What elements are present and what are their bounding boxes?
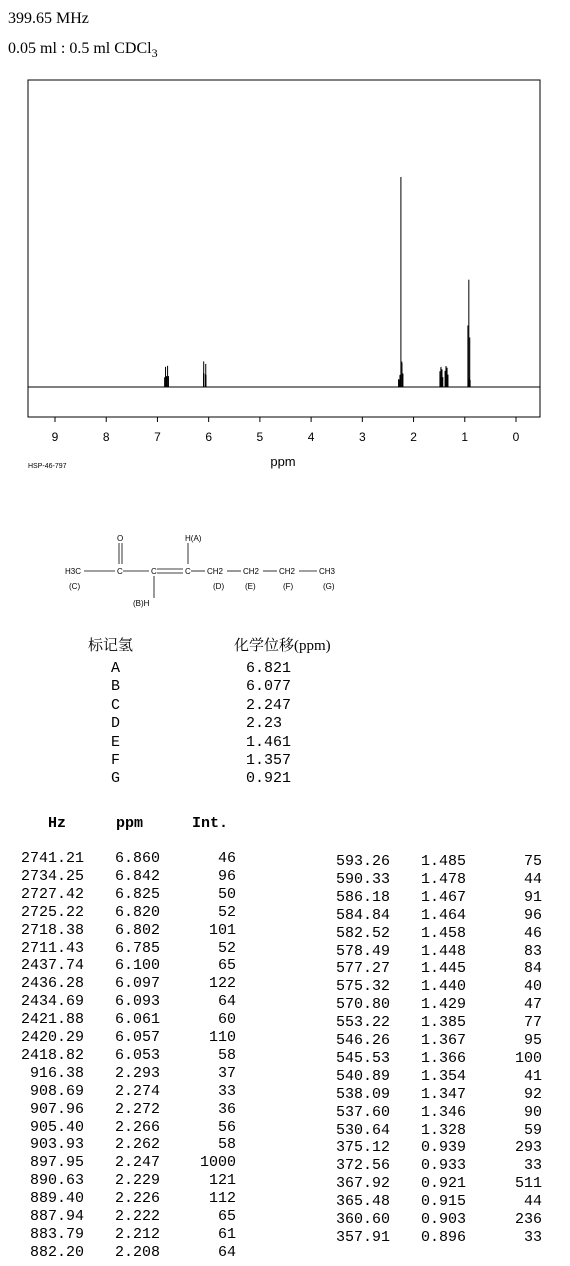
peak-ppm: 6.825 (114, 885, 160, 903)
peak-int: 46 (523, 924, 542, 942)
peak-hz: 882.20 (29, 1243, 84, 1261)
peak-table-row (12, 1226, 236, 1243)
peak-table-row (12, 886, 236, 903)
peak-hz: 2434.69 (20, 993, 84, 1011)
peak-int: 65 (217, 957, 236, 975)
peak-ppm: 6.100 (114, 957, 160, 975)
peak-hz: 2718.38 (20, 921, 84, 939)
peak-ppm: 6.097 (114, 975, 160, 993)
peak-table-row (318, 1122, 542, 1139)
peak-ppm: 1.445 (420, 960, 466, 978)
peak-int: 33 (523, 1157, 542, 1175)
peak-ppm: 2.274 (114, 1082, 160, 1100)
peak-table-row (12, 1172, 236, 1189)
peak-int: 83 (523, 942, 542, 960)
peak-ppm: 0.903 (420, 1211, 466, 1228)
peak-col-int: Int. (192, 815, 229, 832)
peak-table-row (12, 1083, 236, 1100)
peak-ppm: 6.785 (114, 939, 160, 957)
peak-ppm: 0.939 (420, 1139, 466, 1157)
peak-int: 100 (514, 1049, 542, 1067)
peak-hz: 578.49 (335, 942, 390, 960)
x-tick-label-8: 8 (102, 430, 110, 444)
peak-hz: 2418.82 (20, 1046, 84, 1064)
peak-int: 60 (217, 1011, 236, 1029)
peak-col-ppm: ppm (116, 815, 144, 832)
peak-ppm: 6.802 (114, 921, 160, 939)
peak-int: 36 (217, 1100, 236, 1118)
atom-c3: C (185, 567, 191, 576)
peak-table-row (318, 1068, 542, 1085)
peak-int: 50 (217, 885, 236, 903)
peak-int: 46 (217, 850, 236, 867)
peak-int: 90 (523, 1103, 542, 1121)
peak-table-row (318, 907, 542, 924)
peak-table-row (12, 1119, 236, 1136)
peak-ppm: 6.093 (114, 993, 160, 1011)
peak-table-row (12, 1029, 236, 1046)
peak-table-row (318, 1086, 542, 1103)
sample-description: 0.05 ml : 0.5 ml CDCl$_3$ (8, 40, 158, 61)
peak-int: 56 (217, 1118, 236, 1136)
peak-hz: 540.89 (335, 1067, 390, 1085)
peak-hz: 570.80 (335, 996, 390, 1014)
atom-c1: C (117, 567, 123, 576)
peak-ppm: 1.448 (420, 942, 466, 960)
peak-table-row (318, 943, 542, 960)
peak-ppm: 1.478 (420, 870, 466, 888)
peak-table-row (318, 1157, 542, 1174)
peak-int: 84 (523, 960, 542, 978)
peak-int: 52 (217, 939, 236, 957)
assignment-label-F: F (111, 752, 121, 769)
peak-ppm: 6.053 (114, 1046, 160, 1064)
peak-hz: 916.38 (29, 1064, 84, 1082)
spectrometer-frequency: 399.65 MHz (8, 10, 89, 27)
peak-hz: 883.79 (29, 1225, 84, 1243)
nmr-spectrum-chart (0, 70, 570, 480)
peak-ppm: 2.272 (114, 1100, 160, 1118)
x-tick-label-1: 1 (461, 430, 469, 444)
peak-int: 101 (208, 921, 236, 939)
peak-hz: 590.33 (335, 870, 390, 888)
peak-int: 1000 (199, 1154, 236, 1172)
peak-int: 40 (523, 978, 542, 996)
atom-ch3-g: CH3 (319, 567, 336, 576)
peak-ppm: 0.921 (420, 1175, 466, 1193)
peak-int: 110 (208, 1029, 236, 1046)
peak-hz: 889.40 (29, 1190, 84, 1208)
x-tick-label-0: 0 (512, 430, 520, 444)
peak-int: 511 (514, 1175, 542, 1193)
peak-table-row (318, 1032, 542, 1049)
assignment-header-label: 标记氢 (88, 638, 134, 654)
peak-ppm: 6.061 (114, 1011, 160, 1029)
atom-c2: C (151, 567, 157, 576)
pos-label-d: (D) (213, 582, 225, 591)
peak-table-row (318, 1014, 542, 1031)
peak-int: 236 (514, 1211, 542, 1228)
assignment-label-A: A (111, 660, 121, 677)
molecular-structure (55, 530, 355, 615)
peak-ppm: 2.247 (114, 1154, 160, 1172)
peak-table-row (12, 922, 236, 939)
peak-ppm: 6.057 (114, 1029, 160, 1046)
peak-int: 52 (217, 903, 236, 921)
assignment-label-C: C (111, 696, 121, 714)
peak-hz: 2725.22 (20, 903, 84, 921)
peak-table-row (318, 1050, 542, 1067)
peak-int: 33 (217, 1082, 236, 1100)
spectrum-code: HSP-46-797 (28, 463, 67, 470)
peak-ppm: 1.467 (420, 888, 466, 906)
peak-table-row (318, 960, 542, 977)
peak-int: 33 (523, 1228, 542, 1246)
peak-ppm: 0.896 (420, 1228, 466, 1246)
peak-table-row (12, 940, 236, 957)
x-axis-label: ppm (270, 454, 296, 469)
peak-ppm: 2.226 (114, 1190, 160, 1208)
x-tick-label-6: 6 (205, 430, 213, 444)
peak-table-row (12, 957, 236, 974)
peak-ppm: 2.229 (114, 1172, 160, 1190)
peak-table-row (12, 975, 236, 992)
pos-label-f: (F) (283, 582, 294, 591)
peak-hz: 2741.21 (20, 850, 84, 867)
assignment-label-B: B (111, 678, 121, 696)
peak-int: 61 (217, 1225, 236, 1243)
peak-hz: 357.91 (335, 1228, 390, 1246)
peak-int: 64 (217, 993, 236, 1011)
assignment-shift-E: 1.461 (246, 733, 292, 751)
x-tick-label-3: 3 (358, 430, 366, 444)
h-b-label: (B)H (133, 599, 150, 608)
peak-hz: 897.95 (29, 1154, 84, 1172)
peak-hz: 2420.29 (20, 1029, 84, 1046)
peak-table-row (12, 1190, 236, 1207)
peak-int: 41 (523, 1067, 542, 1085)
peak-table-row (318, 1193, 542, 1210)
peak-table-row (12, 1101, 236, 1118)
peak-ppm: 2.222 (114, 1208, 160, 1225)
peak-int: 58 (217, 1046, 236, 1064)
assignment-shift-A: 6.821 (246, 660, 292, 677)
assignment-shift-C: 2.247 (246, 696, 292, 714)
h-a-label: H(A) (185, 534, 202, 543)
peak-hz: 887.94 (29, 1208, 84, 1225)
peak-int: 95 (523, 1032, 542, 1049)
peak-ppm: 2.212 (114, 1225, 160, 1243)
x-tick-label-7: 7 (154, 430, 161, 444)
assignment-shift-D: 2.23 (246, 715, 283, 733)
peak-hz: 375.12 (335, 1139, 390, 1157)
peak-hz: 545.53 (335, 1049, 390, 1067)
peak-table-row (12, 1244, 236, 1261)
peak-hz: 907.96 (29, 1100, 84, 1118)
peak-int: 293 (514, 1139, 542, 1157)
atom-ch2-f: CH2 (279, 567, 296, 576)
peak-ppm: 6.820 (114, 903, 160, 921)
peak-col-hz: Hz (48, 815, 67, 832)
peak-table-row (318, 1104, 542, 1121)
peak-int: 77 (523, 1014, 542, 1032)
peak-hz: 584.84 (335, 906, 390, 924)
atom-h3c: H3C (65, 567, 82, 576)
peak-hz: 365.48 (335, 1193, 390, 1211)
x-tick-label-4: 4 (307, 430, 315, 444)
peak-hz: 890.63 (29, 1172, 84, 1190)
peak-table-row (318, 978, 542, 995)
peak-hz: 538.09 (335, 1085, 390, 1103)
peak-int: 96 (217, 867, 236, 885)
peak-hz: 367.92 (335, 1175, 390, 1193)
peak-table-row (12, 1011, 236, 1028)
peak-int: 64 (217, 1243, 236, 1261)
peak-ppm: 1.347 (420, 1085, 466, 1103)
peak-int: 47 (523, 996, 542, 1014)
peak-hz: 582.52 (335, 924, 390, 942)
peak-table-row (12, 993, 236, 1010)
peak-hz: 372.56 (335, 1157, 390, 1175)
peak-int: 121 (208, 1172, 236, 1190)
peak-int: 96 (523, 906, 542, 924)
peak-table-row (318, 1211, 542, 1228)
peak-ppm: 1.354 (420, 1067, 466, 1085)
peak-hz: 903.93 (29, 1136, 84, 1154)
peak-table-row (12, 850, 236, 867)
peak-table-row (12, 1065, 236, 1082)
peak-hz: 586.18 (335, 888, 390, 906)
atom-ch2-e: CH2 (243, 567, 260, 576)
peak-table-row (12, 1154, 236, 1171)
peak-table-row (318, 889, 542, 906)
peak-hz: 2421.88 (20, 1011, 84, 1029)
peak-int: 75 (523, 853, 542, 870)
atom-ch2-d: CH2 (207, 567, 224, 576)
peak-table-row (12, 1047, 236, 1064)
peak-ppm: 1.328 (420, 1121, 466, 1139)
peak-int: 92 (523, 1085, 542, 1103)
peak-ppm: 2.293 (114, 1064, 160, 1082)
peak-table-row (318, 853, 542, 870)
x-tick-label-9: 9 (51, 430, 59, 444)
peak-int: 44 (523, 870, 542, 888)
pos-label-g: (G) (323, 582, 335, 591)
peak-ppm: 1.440 (420, 978, 466, 996)
peak-hz: 2727.42 (20, 885, 84, 903)
peak-table-row (12, 904, 236, 921)
peak-hz: 360.60 (335, 1211, 390, 1228)
assignment-shift-B: 6.077 (246, 678, 292, 696)
peak-int: 91 (523, 888, 542, 906)
peak-int: 58 (217, 1136, 236, 1154)
peak-table-row (318, 1229, 542, 1246)
peak-ppm: 2.262 (114, 1136, 160, 1154)
peak-hz: 2711.43 (20, 939, 84, 957)
assignment-shift-G: 0.921 (246, 770, 292, 788)
peak-ppm: 2.266 (114, 1118, 160, 1136)
pos-label-e: (E) (245, 582, 256, 591)
peak-ppm: 1.429 (420, 996, 466, 1014)
peak-hz: 553.22 (335, 1014, 390, 1032)
peak-table-row (12, 868, 236, 885)
peak-ppm: 1.385 (420, 1014, 466, 1032)
peak-hz: 905.40 (29, 1118, 84, 1136)
peak-table-row (12, 1136, 236, 1153)
peak-ppm: 1.458 (420, 924, 466, 942)
peak-ppm: 1.366 (420, 1049, 466, 1067)
assignment-header-shift: 化学位移(ppm) (234, 638, 331, 654)
assignment-shift-F: 1.357 (246, 752, 292, 769)
plot-frame (28, 80, 540, 417)
peak-ppm: 6.860 (114, 850, 160, 867)
peak-ppm: 1.464 (420, 906, 466, 924)
peak-int: 44 (523, 1193, 542, 1211)
peak-ppm: 1.346 (420, 1103, 466, 1121)
peak-hz: 2734.25 (20, 867, 84, 885)
oxygen-label: O (117, 534, 124, 543)
peak-table-row (318, 1139, 542, 1156)
peak-hz: 2436.28 (20, 975, 84, 993)
peak-int: 122 (208, 975, 236, 993)
peak-int: 59 (523, 1121, 542, 1139)
peak-hz: 577.27 (335, 960, 390, 978)
peak-hz: 575.32 (335, 978, 390, 996)
peak-ppm: 0.915 (420, 1193, 466, 1211)
peak-hz: 546.26 (335, 1032, 390, 1049)
peak-hz: 908.69 (29, 1082, 84, 1100)
peak-hz: 537.60 (335, 1103, 390, 1121)
peak-table-row (318, 871, 542, 888)
peak-table-row (318, 996, 542, 1013)
peak-ppm: 1.367 (420, 1032, 466, 1049)
peak-ppm: 1.485 (420, 853, 466, 870)
x-tick-label-2: 2 (410, 430, 417, 444)
peak-table-row (318, 1175, 542, 1192)
pos-label-c: (C) (69, 582, 81, 591)
peak-ppm: 6.842 (114, 867, 160, 885)
x-tick-label-5: 5 (256, 430, 264, 444)
peak-int: 37 (217, 1064, 236, 1082)
peak-ppm: 0.933 (420, 1157, 466, 1175)
assignment-label-D: D (111, 715, 121, 733)
assignment-label-G: G (111, 770, 121, 788)
peak-table-row (318, 925, 542, 942)
peak-int: 65 (217, 1208, 236, 1225)
peak-hz: 593.26 (335, 853, 390, 870)
assignment-label-E: E (111, 733, 121, 751)
peak-ppm: 2.208 (114, 1243, 160, 1261)
peak-hz: 530.64 (335, 1121, 390, 1139)
peak-hz: 2437.74 (20, 957, 84, 975)
peak-table-row (12, 1208, 236, 1225)
peak-int: 112 (208, 1190, 236, 1208)
